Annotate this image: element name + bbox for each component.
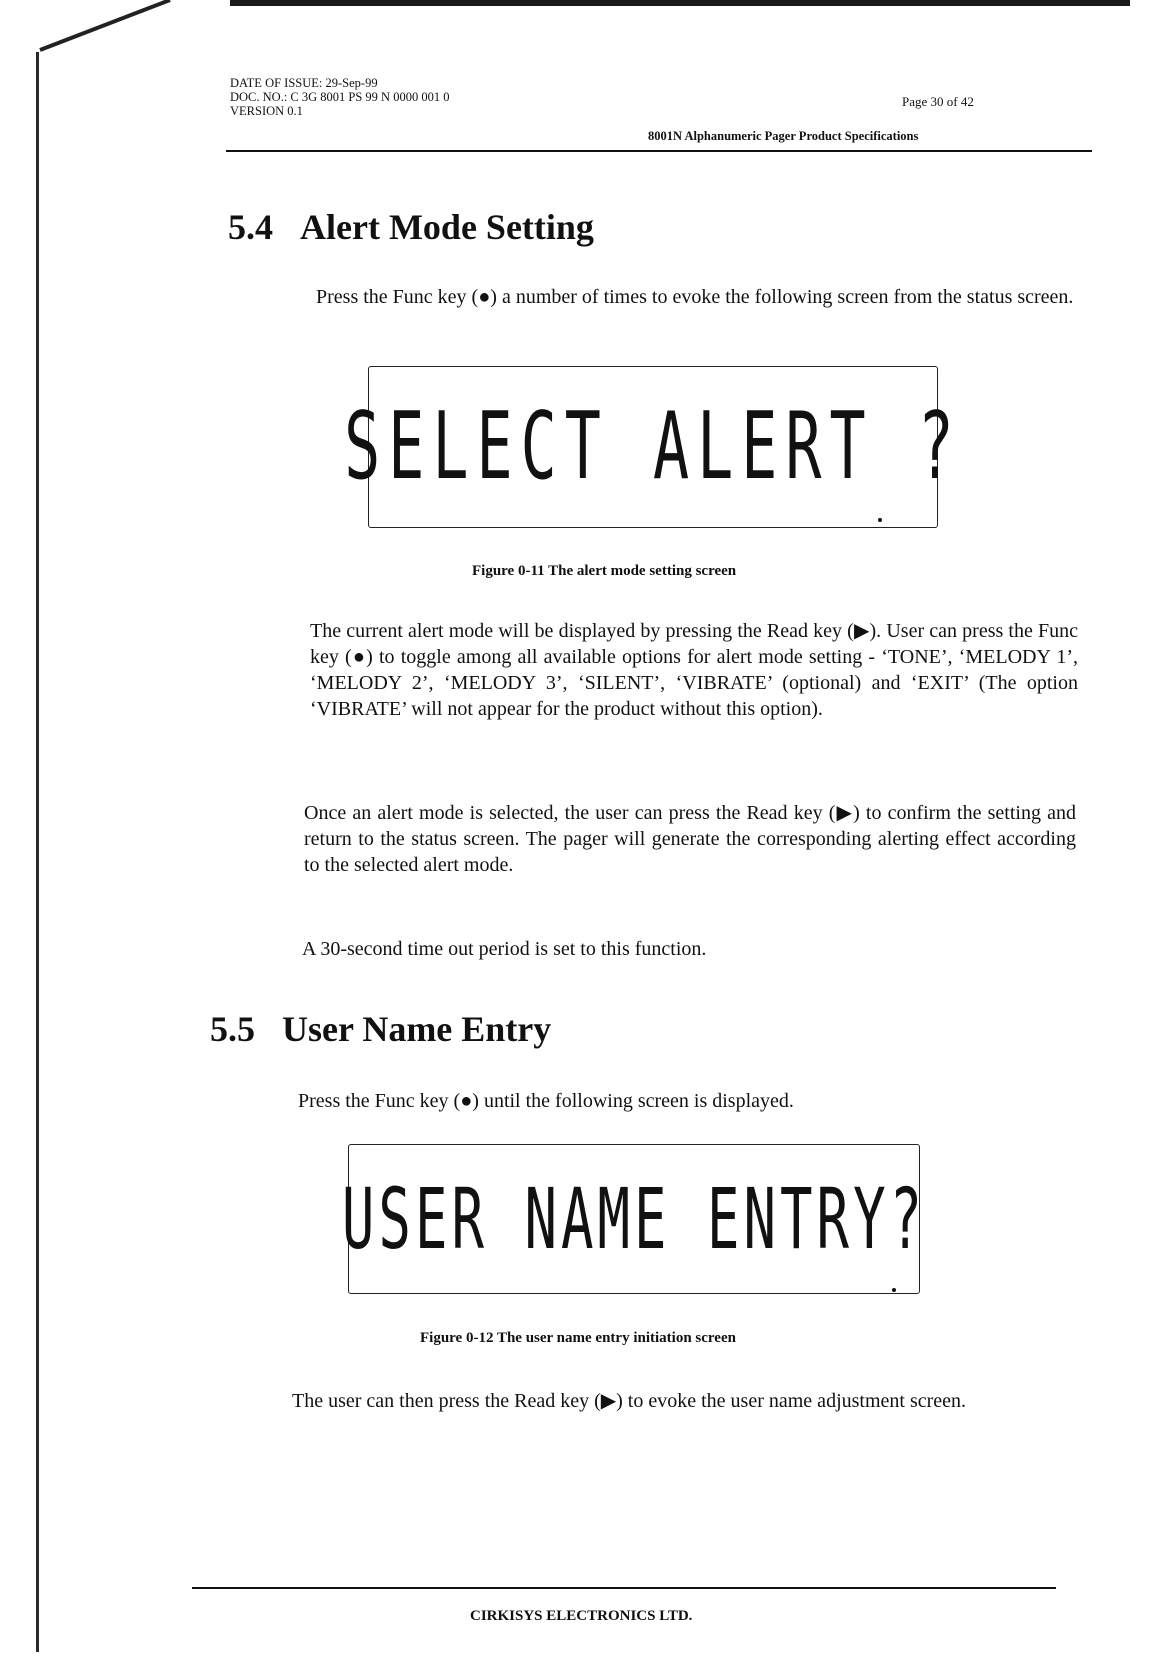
doc-title: 8001N Alphanumeric Pager Product Specifications	[648, 129, 919, 143]
lcd-screen-user-name-entry	[341, 1144, 927, 1294]
doc-number: DOC. NO.: C 3G 8001 PS 99 N 0000 001 0	[230, 90, 450, 104]
section-number: 5.4	[228, 207, 273, 247]
scan-edge-left	[36, 52, 39, 1652]
section-title: Alert Mode Setting	[300, 207, 594, 247]
section-5-4-para-1: The current alert mode will be displayed by pressing the Read key (▶). User can press the Func key (●) to toggle among all available options for alert mode setting - ‘TONE’, ‘MELODY 1’, ‘MELODY 2’, ‘MELODY 3’, ‘SILENT’, ‘VIBRATE’ (optional) and ‘EXIT’ (The option ‘VIBRATE’ will not appear for the product without this option).	[310, 620, 1078, 720]
section-5-5-para-1: The user can then press the Read key (▶) to evoke the user name adjustment screen.	[292, 1390, 967, 1412]
section-5-5-intro: Press the Func key (●) until the following screen is displayed.	[298, 1090, 794, 1112]
header-rule	[226, 150, 1092, 152]
section-5-4-intro: Press the Func key (●) a number of times to evoke the following screen from the status screen.	[316, 286, 1074, 308]
section-5-4-para-3: A 30-second time out period is set to this function.	[302, 938, 707, 960]
scan-edge-corner	[0, 0, 180, 60]
footer-rule	[192, 1587, 1056, 1589]
figure-caption-0-12: Figure 0-12 The user name entry initiation screen	[420, 1330, 736, 1346]
lcd-screen-select-alert	[344, 366, 962, 528]
lcd-indicator-dot	[892, 1288, 896, 1292]
section-5-4-para-2: Once an alert mode is selected, the user can press the Read key (▶) to confirm the setting and return to the status screen. The pager will generate the corresponding alerting effect according to the selected alert mode.	[304, 802, 1076, 876]
lcd-text: SELECT ALERT ?	[344, 392, 962, 502]
footer-company: CIRKISYS ELECTRONICS LTD.	[470, 1608, 693, 1624]
section-number: 5.5	[210, 1009, 255, 1049]
page-number: Page 30 of 42	[902, 94, 974, 109]
figure-caption-0-11: Figure 0-11 The alert mode setting screen	[472, 563, 737, 579]
lcd-text: USER NAME ENTRY?	[341, 1170, 927, 1268]
section-heading-5-4	[228, 206, 594, 248]
lcd-indicator-dot	[878, 518, 882, 522]
scan-edge-top	[230, 0, 1130, 6]
section-title: User Name Entry	[282, 1009, 552, 1049]
date-of-issue: DATE OF ISSUE: 29-Sep-99	[230, 76, 378, 90]
version: VERSION 0.1	[230, 104, 303, 118]
section-heading-5-5	[210, 1008, 551, 1050]
doc-header-info	[230, 76, 449, 118]
